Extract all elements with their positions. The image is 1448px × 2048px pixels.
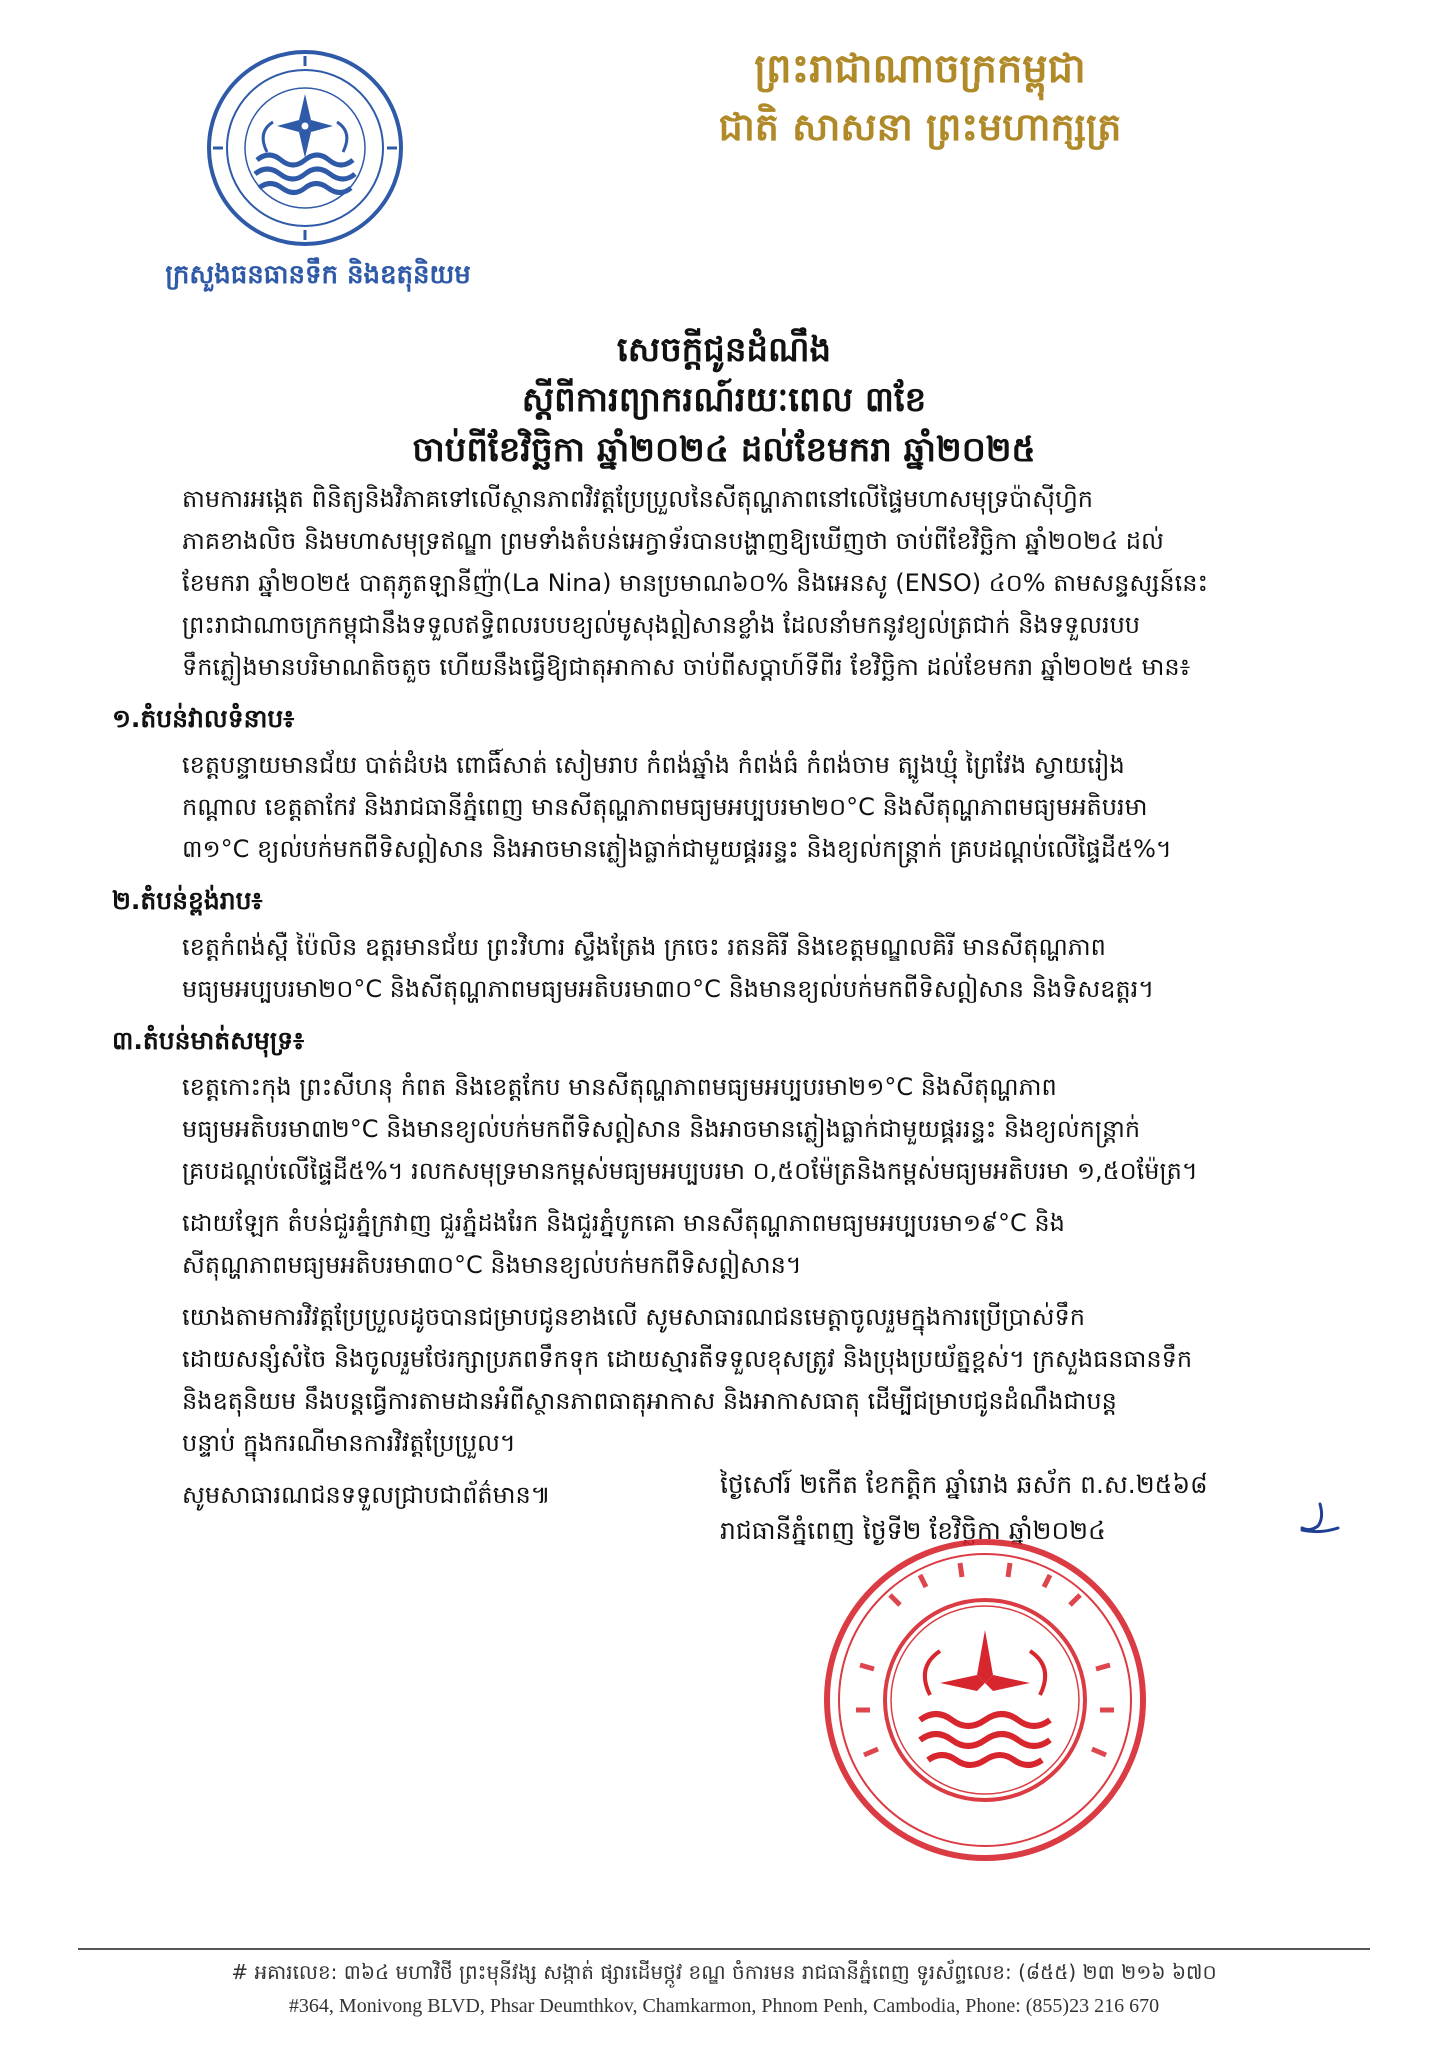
national-motto: ជាតិ សាសនា ព្រះមហាក្សត្រ: [718, 104, 1122, 149]
footer-address-english: #364, Monivong BLVD, Phsar Deumthkov, Chamkarmon, Phnom Penh, Cambodia, Phone: (855)23 216 670: [288, 1995, 1160, 2017]
footer-divider: [78, 1948, 1370, 1950]
section-heading-plateau: ២.តំបន់ខ្ពង់រាប៖: [112, 886, 263, 915]
advice-line: ដោយសន្សំសំចៃ និងចូលរួមថែរក្សាប្រភពទឹកទុក ដោយស្មារតីទទួលខុសត្រូវ និងប្រុងប្រយ័ត្នខ្ពស់។ ក្រសួងធនធានទឹក: [182, 1345, 1193, 1373]
document-title: [100, 325, 1348, 475]
section-line: ៣១°C ខ្យល់បក់មកពីទិសឦសាន និងអាចមានភ្លៀងធ្លាក់ជាមួយផ្គររន្ទះ និងខ្យល់កន្ត្រាក់ គ្របដណ្តប់លើផ្ទៃដី៥%។: [182, 835, 1172, 863]
lunar-date: ថ្ងៃសៅរ៍ ២កើត ខែកត្តិក ឆ្នាំរោង ឆស័ក ព.ស.២៥៦៨: [720, 1470, 1208, 1499]
intro-line: តាមការអង្កេត ពិនិត្យនិងវិភាគទៅលើស្ថានភាពវិវត្តប្រែប្រួលនៃសីតុណ្ហភាពនៅលើផ្ទៃមហាសមុទ្រប៉ាស៊ីហ្វិក: [182, 485, 1094, 513]
section-heading-coastal: ៣.តំបន់មាត់សមុទ្រ៖: [112, 1026, 305, 1055]
section-line: ខេត្តកោះកុង ព្រះសីហនុ កំពត និងខេត្តកែប មានសីតុណ្ហភាពមធ្យមអប្បបរមា២១°C និងសីតុណ្ហភាព: [182, 1073, 1057, 1101]
section-heading-lowlands: ១.តំបន់វាលទំនាប៖: [112, 704, 295, 733]
kingdom-motto: [520, 40, 1320, 156]
intro-line: ព្រះរាជាណាចក្រកម្ពុជានឹងទទួលឥទ្ធិពលរបបខ្យល់មូសុងឦសានខ្លាំង ដែលនាំមកនូវខ្យល់ត្រជាក់ និងទទួលរបប: [182, 611, 1141, 639]
section-line: គ្របដណ្តប់លើផ្ទៃដី៥%។ រលកសមុទ្រមានកម្ពស់មធ្យមអប្បបរមា ០,៥០ម៉ែត្រនិងកម្ពស់មធ្យមអតិបរមា ១,៥០ម៉ែត្រ។: [182, 1157, 1198, 1185]
section-lowlands: [112, 744, 1348, 870]
ministry-logo-icon: [205, 48, 405, 248]
solar-date: រាជធានីភ្នំពេញ ថ្ងៃទី២ ខែវិច្ឆិកា ឆ្នាំ២០២៤: [720, 1516, 1106, 1545]
advice-paragraph: [112, 1296, 1348, 1464]
title-line-1: សេចក្តីជូនដំណឹង: [616, 330, 832, 370]
document-body: [112, 478, 1348, 1526]
advice-line: និងឧតុនិយម នឹងបន្តធ្វើការតាមដានអំពីស្ថានភាពធាតុអាកាស និងអាកាសធាតុ ដើម្បីជម្រាបជូនដំណឹងជាបន្ត: [182, 1387, 1117, 1415]
section-line: ខេត្តកំពង់ស្ពឺ ប៉ៃលិន ឧត្តរមានជ័យ ព្រះវិហារ ស្ទឹងត្រែង ក្រចេះ រតនគិរី និងខេត្តមណ្ឌលគិរី មានសីតុណ្ហភាព: [182, 933, 1106, 961]
section-coastal: [112, 1066, 1348, 1192]
closing-line: សូមសាធារណជនទទួលជ្រាបជាព័ត៌មាន៕: [182, 1481, 551, 1509]
official-seal-icon: [820, 1535, 1150, 1865]
intro-paragraph: [112, 478, 1348, 688]
section-line: កណ្តាល ខេត្តតាកែវ និងរាជធានីភ្នំពេញ មានសីតុណ្ហភាពមធ្យមអប្បបរមា២០°C និងសីតុណ្ហភាពមធ្យមអតិបរមា: [182, 793, 1148, 821]
intro-line: ទឹកភ្លៀងមានបរិមាណតិចតួច ហើយនឹងធ្វើឱ្យជាតុអាកាស ចាប់ពីសប្តាហ៍ទីពីរ ខែវិច្ឆិកា ដល់ខែមករា ឆ្នាំ២០២៥ មាន៖: [182, 653, 1191, 681]
section-line: មធ្យមអប្បបរមា២០°C និងសីតុណ្ហភាពមធ្យមអតិបរមា៣០°C និងមានខ្យល់បក់មកពីទិសឦសាន និងទិសឧត្តរ។: [182, 975, 1155, 1003]
intro-line: ខែមករា ឆ្នាំ២០២៥ បាតុភូតឡានីញ៉ា(La Nina) មានប្រមាណ៦០% និងអេនសូ (ENSO) ៤០% តាមសន្ទស្សន៍នេះ: [182, 569, 1209, 597]
intro-line: ភាគខាងលិច និងមហាសមុទ្រឥណ្ឌា ព្រមទាំងតំបន់អេក្វាទ័របានបង្ហាញឱ្យឃើញថា ចាប់ពីខែវិច្ឆិកា ឆ្នាំ២០២៤ ដល់: [182, 527, 1164, 555]
title-line-2: ស្តីពីការព្យាករណ៍រយៈពេល ៣ខែ: [521, 380, 927, 420]
footer-address: [78, 1955, 1370, 2023]
note-line: ដោយឡែក តំបន់ជួរភ្នំក្រវាញ ជួរភ្នំដងរែក និងជួរភ្នំបូកគោ មានសីតុណ្ហភាពមធ្យមអប្បបរមា១៩°C និង: [182, 1209, 1065, 1237]
ministry-name: ក្រសួងធនធានទឹក និងឧតុនិយម: [165, 260, 471, 290]
section-plateau: [112, 926, 1348, 1010]
note-line: សីតុណ្ហភាពមធ្យមអតិបរមា៣០°C និងមានខ្យល់បក់មកពីទិសឦសាន។: [182, 1251, 802, 1279]
advice-line: យោងតាមការវិវត្តប្រែប្រួលដូចបានជម្រាបជូនខាងលើ សូមសាធារណជនមេត្តាចូលរួមក្នុងការប្រើប្រាស់ទឹក: [182, 1303, 1085, 1331]
highlands-note: [112, 1202, 1348, 1286]
kingdom-name: ព្រះរាជាណាចក្រកម្ពុជា: [754, 45, 1086, 92]
section-line: ខេត្តបន្ទាយមានជ័យ បាត់ដំបង ពោធិ៍សាត់ សៀមរាប កំពង់ឆ្នាំង កំពង់ធំ កំពង់ចាម ត្បូងឃ្មុំ ព្រៃវែង ស្វាយរៀង: [182, 751, 1125, 779]
signature-mark-icon: [1290, 1500, 1350, 1540]
footer-address-khmer: # អគារលេខ: ៣៦៤ មហាវិថី ព្រះមុនីវង្ស សង្កាត់ ផ្សារដើមថ្កូវ ខណ្ឌ ចំការមន រាជធានីភ្នំពេញ ទូរស័ព្ទលេខ: (៨៥៥) ២៣ ២១៦ ៦៧០: [231, 1960, 1217, 1984]
advice-line: បន្ទាប់ ក្នុងករណីមានការវិវត្តប្រែប្រួល។: [182, 1429, 516, 1457]
section-line: មធ្យមអតិបរមា៣២°C និងមានខ្យល់បក់មកពីទិសឦសាន និងអាចមានភ្លៀងធ្លាក់ជាមួយផ្គររន្ទះ និងខ្យល់កន្ត្រាក់: [182, 1115, 1141, 1143]
title-line-3: ចាប់ពីខែវិច្ឆិកា ឆ្នាំ២០២៤ ដល់ខែមករា ឆ្នាំ២០២៥: [412, 430, 1036, 470]
